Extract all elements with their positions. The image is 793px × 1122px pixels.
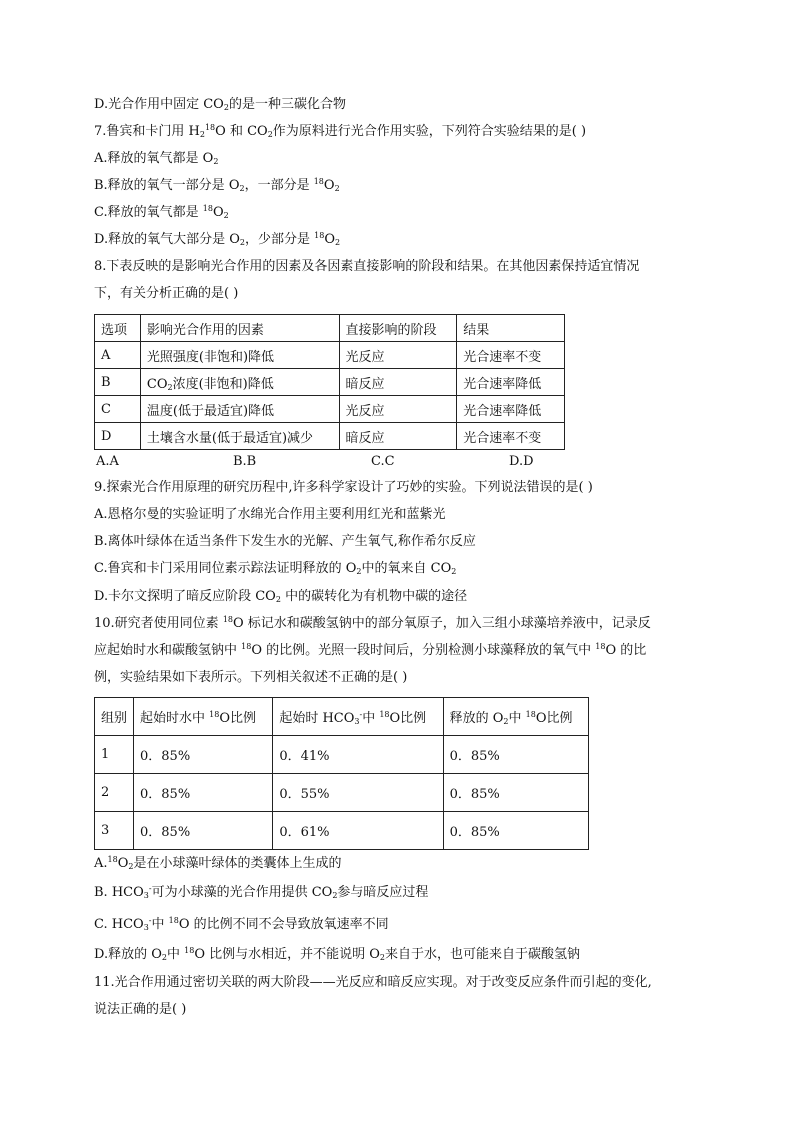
table-header-cell: 起始时水中 $^{18}$O比例: [134, 698, 273, 736]
table-cell: 光照强度(非饱和)降低: [140, 342, 339, 369]
question-7-stem: 7.鲁宾和卡门用 $H_2^{18}O$ 和 $CO_2$作为原料进行光合作用实验，下列符合实验结果的是( ): [94, 123, 587, 139]
table-cell: 暗反应: [339, 423, 457, 450]
question-7-option-a: A.释放的氧气都是 $O_2$: [94, 151, 219, 166]
table-row: [95, 423, 565, 450]
question-6-option-d: D.光合作用中固定 $CO_2$的是一种三碳化合物: [94, 97, 346, 112]
table-cell: C: [95, 396, 141, 423]
table-cell: 3: [95, 812, 134, 850]
question-8-option-b: B.B: [233, 454, 257, 469]
table-cell: 光反应: [339, 342, 457, 369]
question-8-table: [94, 314, 565, 450]
question-10-option-c: C. $HCO_3^-$中 $^{18}$O 的比例不同不会导致放氧速率不同: [94, 916, 389, 932]
table-cell: 光合速率降低: [457, 369, 565, 396]
table-header-cell: 结果: [457, 315, 565, 342]
table-row: [95, 342, 565, 369]
question-10-stem-cont2: 例，实验结果如下表所示。下列相关叙述不正确的是( ): [94, 670, 408, 685]
question-8-stem-cont: 下，有关分析正确的是( ): [94, 286, 239, 301]
question-7-option-d: D.释放的氧气大部分是 $O_2$，少部分是 $^{18}O_2$: [94, 231, 341, 247]
table-cell: 光合速率不变: [457, 342, 565, 369]
table-cell: 0．85%: [443, 736, 588, 774]
table-cell: 光合速率不变: [457, 423, 565, 450]
table-cell: D: [95, 423, 141, 450]
question-8-option-a: A.A: [96, 454, 119, 469]
table-cell: 0．41%: [273, 736, 443, 774]
table-cell: 温度(低于最适宜)降低: [140, 396, 339, 423]
table-header-cell: 起始时 $HCO_3^-$中 $^{18}$O比例: [273, 698, 443, 736]
question-8-stem: 8.下表反映的是影响光合作用的因素及各因素直接影响的阶段和结果。在其他因素保持适宜情况: [94, 259, 640, 274]
question-10-option-b: B. $HCO_3^-$可为小球藻的光合作用提供 $CO_2$参与暗反应过程: [94, 884, 429, 900]
table-cell: B: [95, 369, 141, 396]
table-row: [95, 396, 565, 423]
question-7-option-b: B.释放的氧气一部分是 $O_2$，一部分是 $^{18}O_2$: [94, 177, 340, 193]
question-10-stem: 10.研究者使用同位素 $^{18}$O 标记水和碳酸氢钠中的部分氧原子，加入三组小球藻培养液中，记录反: [94, 615, 651, 631]
table-header-cell: 释放的 $O_2$中 $^{18}$O比例: [443, 698, 588, 736]
question-11-stem: 11.光合作用通过密切关联的两大阶段——光反应和暗反应实现。对于改变反应条件而引起的变化,: [94, 975, 652, 990]
table-cell: $CO_2$浓度(非饱和)降低: [140, 369, 339, 396]
question-11-stem-cont: 说法正确的是( ): [94, 1002, 187, 1017]
question-8-option-c: C.C: [371, 454, 395, 469]
question-7-option-c: C.释放的氧气都是 $^{18}O_2$: [94, 204, 229, 220]
table-cell: 1: [95, 736, 134, 774]
question-10-table: [94, 697, 589, 850]
question-9-option-a: A.恩格尔曼的实验证明了水绵光合作用主要利用红光和蓝紫光: [94, 507, 446, 522]
table-header-row: [95, 315, 565, 342]
question-9-option-c: C.鲁宾和卡门采用同位素示踪法证明释放的 $O_2$中的氧来自 $CO_2$: [94, 561, 457, 576]
table-cell: 土壤含水量(低于最适宜)减少: [140, 423, 339, 450]
table-cell: 0．85%: [443, 812, 588, 850]
table-cell: 光合速率降低: [457, 396, 565, 423]
table-row: [95, 774, 589, 812]
question-9-option-d: D.卡尔文探明了暗反应阶段 $CO_2$ 中的碳转化为有机物中碳的途径: [94, 589, 468, 604]
table-cell: 0．85%: [443, 774, 588, 812]
question-9-option-b: B.离体叶绿体在适当条件下发生水的光解、产生氧气,称作希尔反应: [94, 534, 476, 549]
table-cell: 2: [95, 774, 134, 812]
question-9-stem: 9.探索光合作用原理的研究历程中,许多科学家设计了巧妙的实验。下列说法错误的是( ): [94, 480, 593, 495]
table-cell: 0．55%: [273, 774, 443, 812]
table-cell: A: [95, 342, 141, 369]
table-cell: 光反应: [339, 396, 457, 423]
table-cell: 0．61%: [273, 812, 443, 850]
table-header-cell: 影响光合作用的因素: [140, 315, 339, 342]
table-header-cell: 组别: [95, 698, 134, 736]
table-cell: 0．85%: [134, 774, 273, 812]
table-header-row: [95, 698, 589, 736]
question-10-stem-cont: 应起始时水和碳酸氢钠中 $^{18}$O 的比例。光照一段时间后，分别检测小球藻释放的氧气中 $^{18}$O 的比: [94, 642, 647, 658]
question-10-option-d: D.释放的 $O_2$中 $^{18}$O 比例与水相近，并不能说明 $O_2$来自于水，也可能来自于碳酸氢钠: [94, 946, 581, 962]
table-row: [95, 812, 589, 850]
table-header-cell: 选项: [95, 315, 141, 342]
table-cell: 0．85%: [134, 736, 273, 774]
table-header-cell: 直接影响的阶段: [339, 315, 457, 342]
question-10-option-a: $A.^{18}O_2$是在小球藻叶绿体的类囊体上生成的: [94, 855, 342, 871]
table-cell: 暗反应: [339, 369, 457, 396]
table-cell: 0．85%: [134, 812, 273, 850]
table-row: [95, 736, 589, 774]
question-8-option-d: D.D: [509, 454, 534, 469]
table-row: [95, 369, 565, 396]
